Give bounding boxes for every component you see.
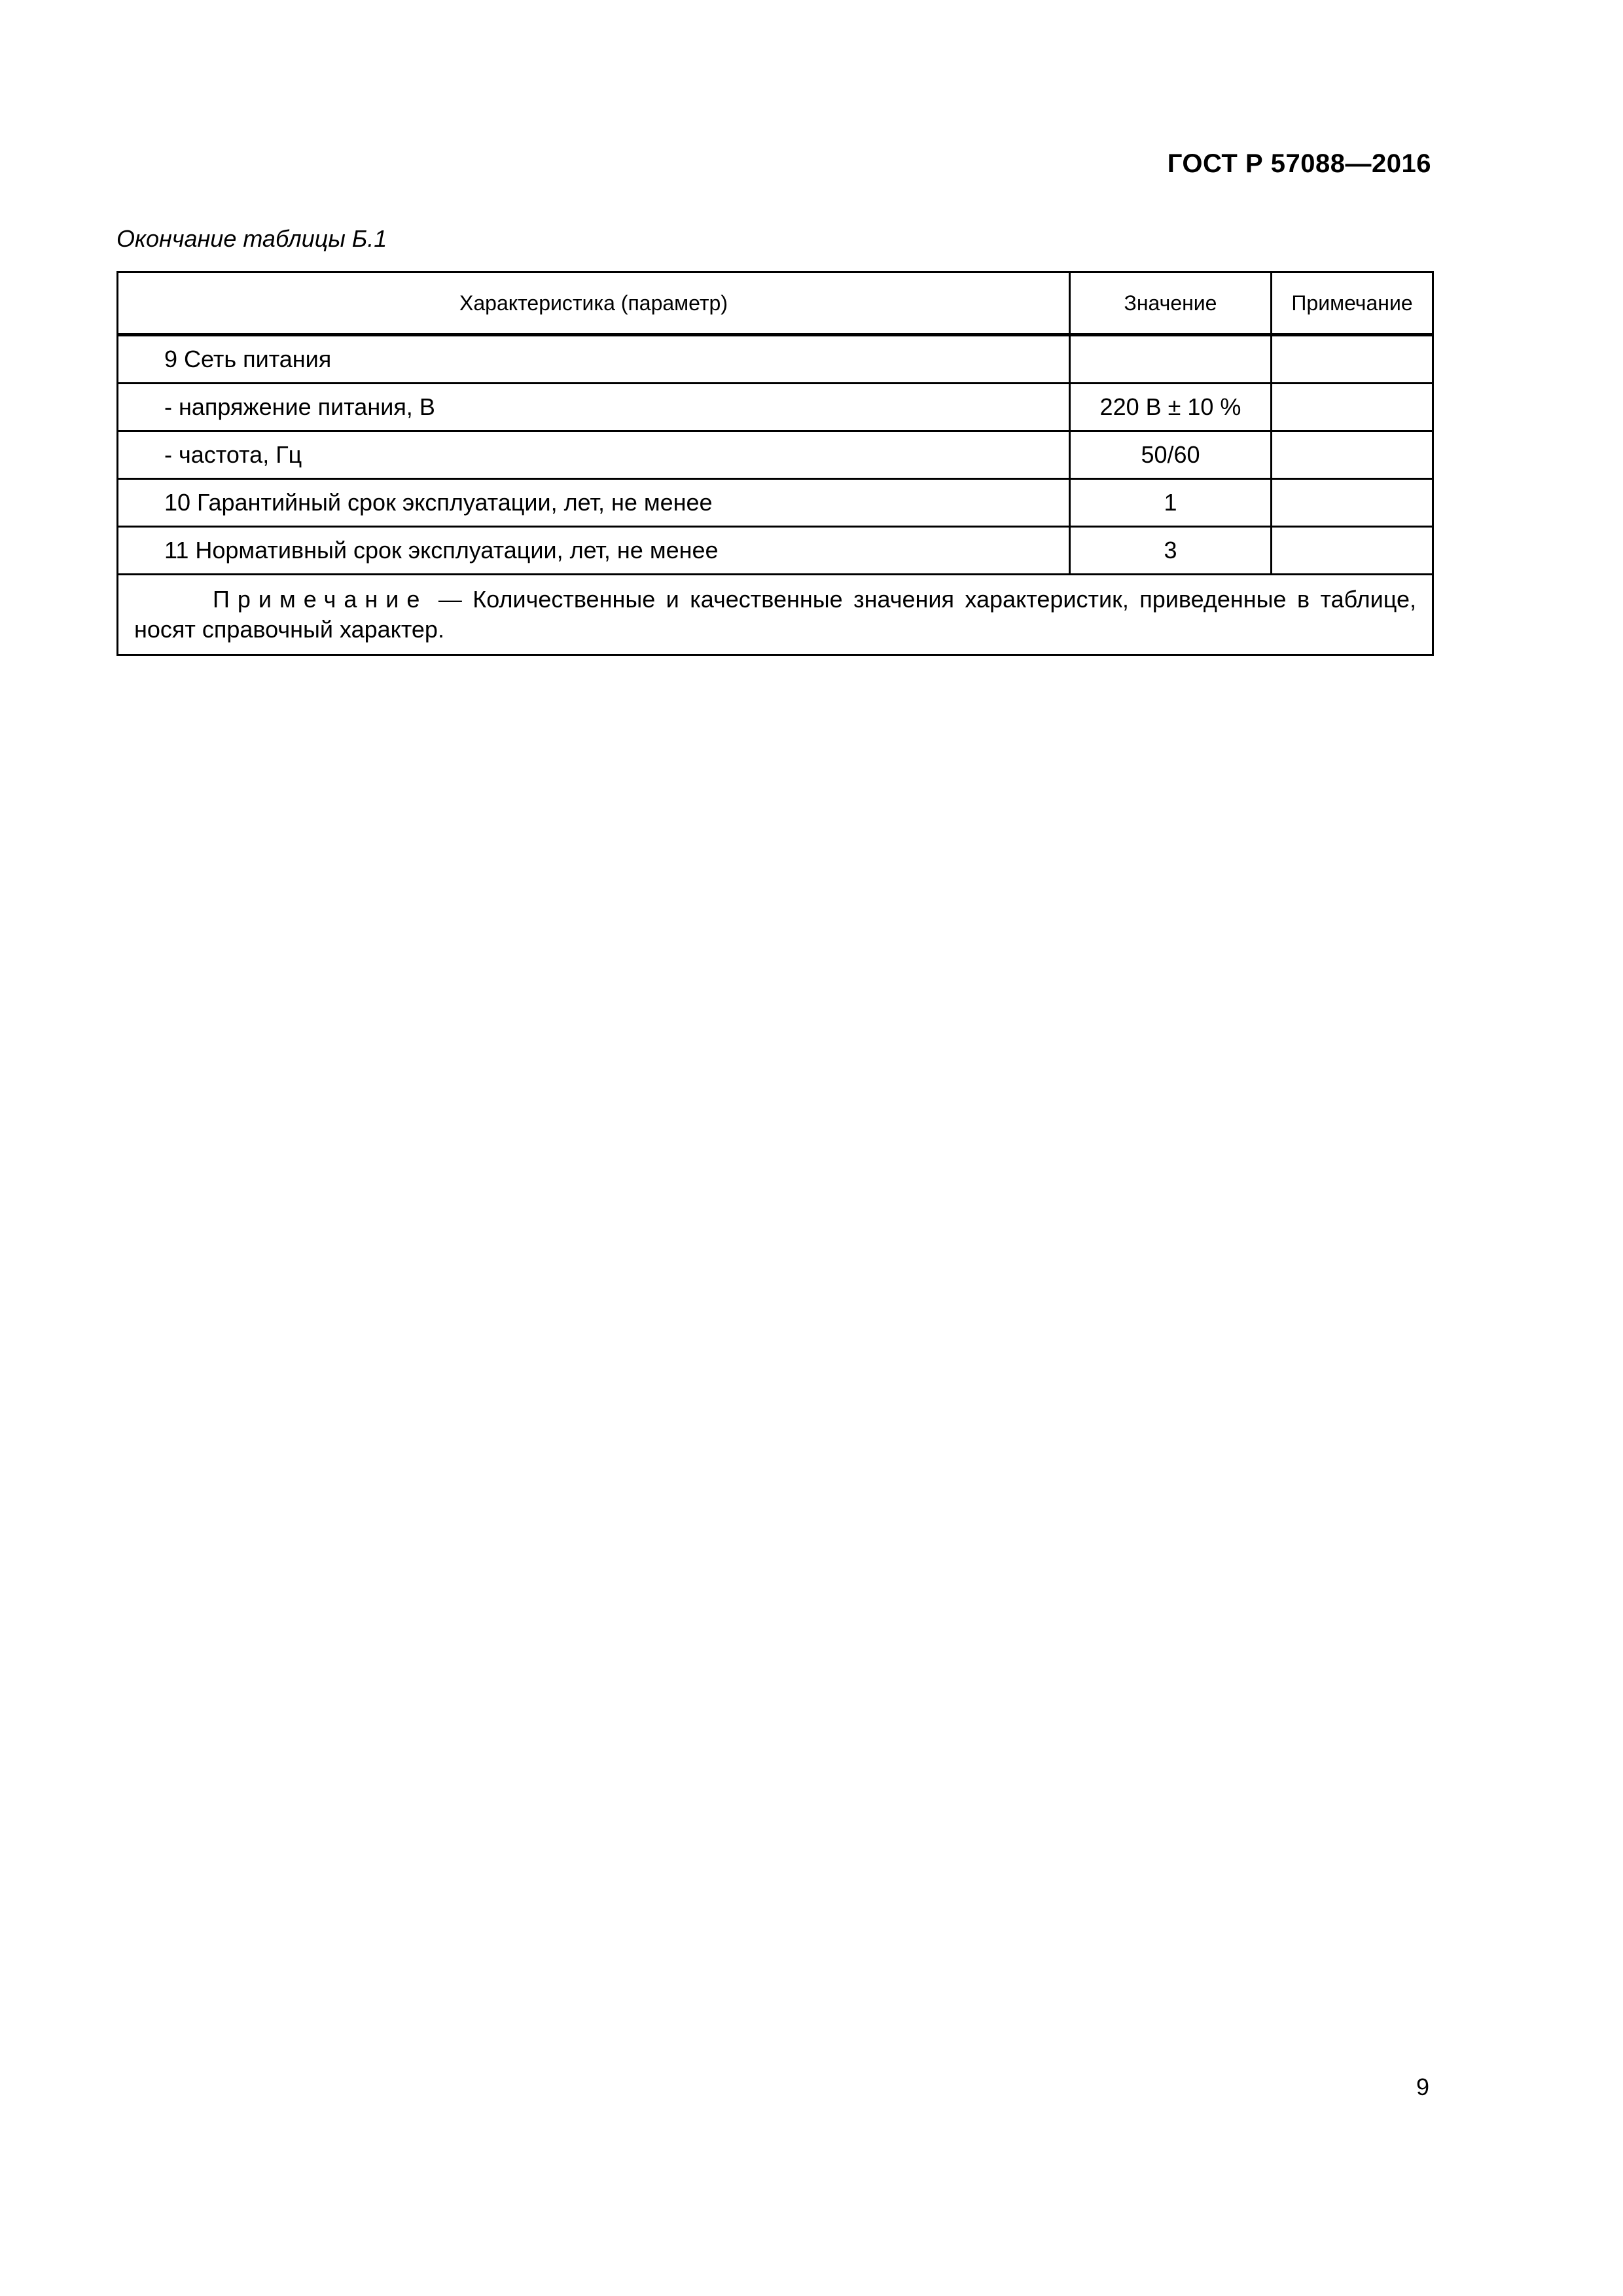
column-header-parameter: Характеристика (параметр): [118, 272, 1070, 335]
table-row: [118, 335, 1433, 384]
row-note: [1272, 479, 1433, 527]
table-row: [118, 527, 1433, 575]
row-value: 1: [1070, 479, 1272, 527]
row-value: [1070, 335, 1272, 384]
row-parameter: 10 Гарантийный срок эксплуатации, лет, не менее: [118, 479, 1070, 527]
page-number: 9: [1416, 2073, 1429, 2100]
row-note: [1272, 335, 1433, 384]
row-value: 220 В ± 10 %: [1070, 384, 1272, 431]
table-footnote: [118, 575, 1433, 655]
row-note: [1272, 527, 1433, 575]
document-code: ГОСТ Р 57088—2016: [1167, 149, 1431, 178]
table-row: [118, 384, 1433, 431]
table-row: [118, 479, 1433, 527]
row-note: [1272, 431, 1433, 479]
column-header-value: Значение: [1070, 272, 1272, 335]
footnote-text: — Количественные и качественные значения характеристик, приведенные в таблице, носят справочный характер.: [134, 586, 1416, 643]
table-header-row: [118, 272, 1433, 335]
row-parameter: 9 Сеть питания: [118, 335, 1070, 384]
row-value: 50/60: [1070, 431, 1272, 479]
row-parameter: - частота, Гц: [118, 431, 1070, 479]
table-footnote-row: [118, 575, 1433, 655]
table-row: [118, 431, 1433, 479]
row-value: 3: [1070, 527, 1272, 575]
row-parameter: 11 Нормативный срок эксплуатации, лет, не менее: [118, 527, 1070, 575]
specifications-table: [116, 271, 1434, 656]
row-parameter: - напряжение питания, В: [118, 384, 1070, 431]
row-note: [1272, 384, 1433, 431]
footnote-label: Примечание: [213, 586, 428, 613]
column-header-note: Примечание: [1272, 272, 1433, 335]
table-caption: Окончание таблицы Б.1: [116, 225, 387, 252]
